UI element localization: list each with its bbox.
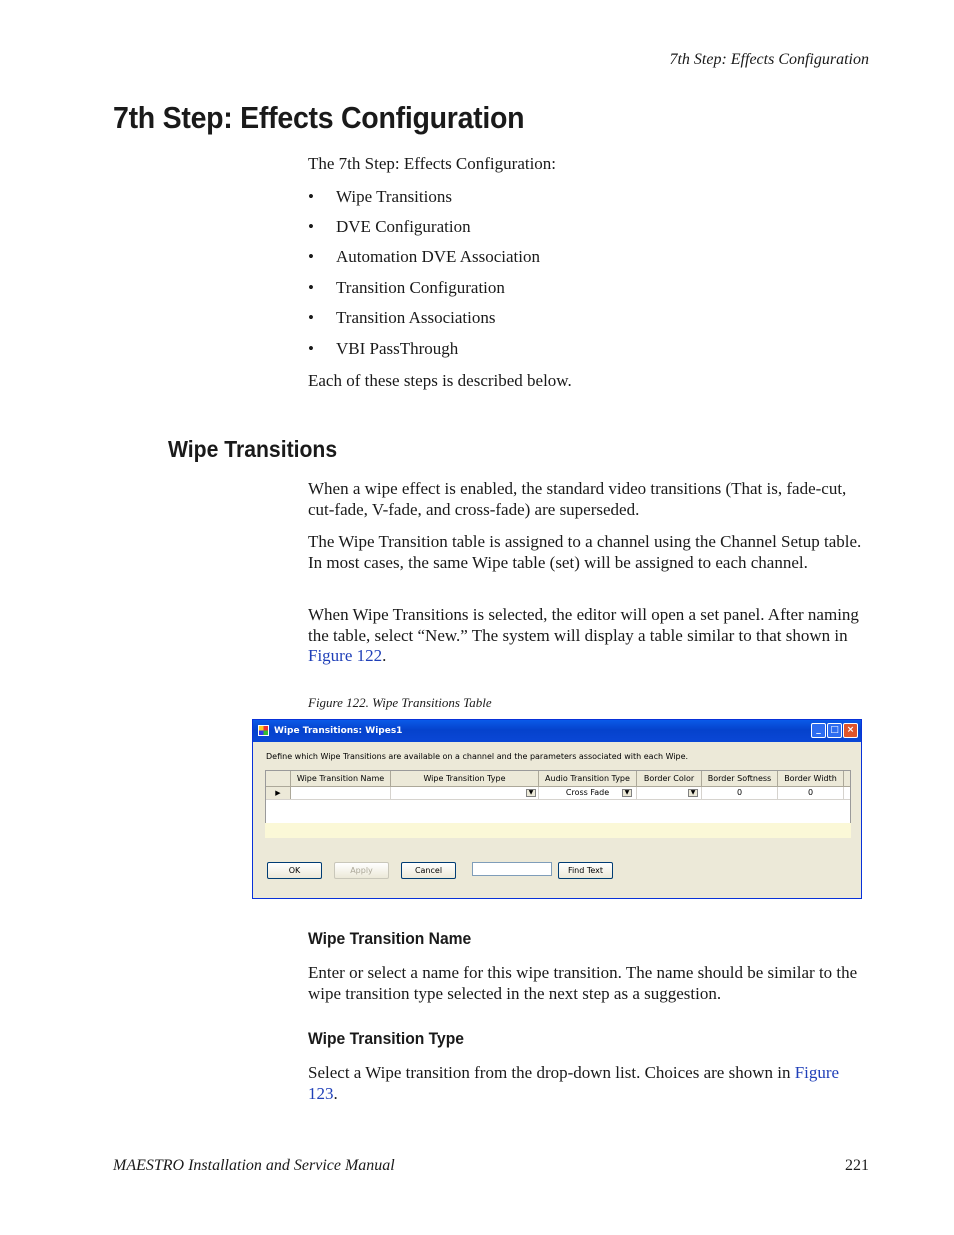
- wipe-transition-name-text: Enter or select a name for this wipe transition. The name should be similar to the wipe transition type selected in the next step as a suggestion.: [308, 963, 858, 1003]
- bullet-symbol: •: [308, 339, 314, 358]
- bullet-label: Automation DVE Association: [336, 247, 540, 266]
- figure-122-link[interactable]: Figure 122: [308, 646, 383, 665]
- bullet-label: Wipe Transitions: [336, 187, 452, 206]
- footer-title: MAESTRO Installation and Service Manual: [113, 1157, 395, 1174]
- bullet-item: [308, 217, 471, 237]
- chevron-down-icon[interactable]: ▼: [622, 789, 632, 797]
- wipe-transition-type-text-body: Select a Wipe transition from the drop-down list. Choices are shown in: [308, 1063, 795, 1082]
- row-divider: [266, 799, 850, 800]
- paragraph-3-text: When Wipe Transitions is selected, the editor will open a set panel. After naming the table, select “New.” The system will display a table similar to that shown in: [308, 605, 859, 645]
- column-header-name[interactable]: Wipe Transition Name: [291, 771, 391, 786]
- window-description: Define which Wipe Transitions are available on a channel and the parameters associated with each Wipe.: [266, 752, 689, 761]
- paragraph-1: When a wipe effect is enabled, the standard video transitions (That is, fade-cut, cut-fade, V-fade, and cross-fade) are superseded.: [308, 479, 847, 519]
- paragraph-2: The Wipe Transition table is assigned to a channel using the Channel Setup table. In most cases, the same Wipe table (set) will be assigned to each channel.: [308, 532, 862, 572]
- row-selector-arrow-icon[interactable]: ▶: [266, 787, 291, 799]
- bullet-item: [308, 278, 505, 298]
- section-heading: Wipe Transitions: [168, 436, 338, 462]
- subheading-wipe-transition-type: Wipe Transition Type: [308, 1029, 464, 1048]
- bullet-symbol: •: [308, 247, 314, 266]
- grid-header: [266, 771, 850, 787]
- bullet-label: DVE Configuration: [336, 217, 471, 236]
- cell-type[interactable]: [391, 787, 539, 799]
- wipe-transitions-window: [252, 719, 862, 899]
- find-text-button[interactable]: Find Text: [558, 862, 613, 879]
- figure-caption: Figure 122. Wipe Transitions Table: [308, 695, 492, 710]
- bullet-symbol: •: [308, 217, 314, 236]
- page-number: 221: [845, 1157, 869, 1174]
- minimize-icon[interactable]: _: [811, 723, 826, 738]
- cancel-button[interactable]: Cancel: [401, 862, 456, 879]
- column-header-border-color[interactable]: Border Color: [637, 771, 702, 786]
- close-icon[interactable]: ×: [843, 723, 858, 738]
- cell-audio[interactable]: [539, 787, 637, 799]
- apply-button[interactable]: Apply: [334, 862, 389, 879]
- ok-button[interactable]: OK: [267, 862, 322, 879]
- column-header-audio[interactable]: Audio Transition Type: [539, 771, 637, 786]
- bullet-symbol: •: [308, 278, 314, 297]
- column-header-border-width[interactable]: Border Width: [778, 771, 844, 786]
- chevron-down-icon[interactable]: ▼: [526, 789, 536, 797]
- bullet-item: [308, 247, 540, 267]
- cell-border-softness[interactable]: 0: [702, 787, 778, 799]
- cell-border-color[interactable]: [637, 787, 702, 799]
- status-bar: [265, 823, 851, 838]
- wipe-transitions-grid: [265, 770, 851, 830]
- column-header-border-softness[interactable]: Border Softness: [702, 771, 778, 786]
- subheading-wipe-transition-name: Wipe Transition Name: [308, 929, 472, 948]
- running-head: 7th Step: Effects Configuration: [669, 51, 869, 68]
- window-title: Wipe Transitions: Wipes1: [274, 726, 403, 736]
- bullet-label: Transition Associations: [336, 308, 496, 327]
- bullet-symbol: •: [308, 187, 314, 206]
- bullet-symbol: •: [308, 308, 314, 327]
- bullet-label: VBI PassThrough: [336, 339, 459, 358]
- app-icon: [258, 725, 269, 736]
- cell-audio-value: Cross Fade: [565, 788, 610, 797]
- wipe-transition-type-text: [308, 1063, 872, 1104]
- paragraph-3: [308, 605, 872, 667]
- bullet-item: [308, 339, 458, 359]
- row-header-corner: [266, 771, 291, 786]
- bullet-label: Transition Configuration: [336, 278, 505, 297]
- wipe-transition-type-text-end: .: [333, 1083, 338, 1103]
- find-text-input[interactable]: [472, 862, 552, 876]
- page-title: 7th Step: Effects Configuration: [113, 100, 525, 135]
- column-header-type[interactable]: Wipe Transition Type: [391, 771, 539, 786]
- cell-border-width[interactable]: 0: [778, 787, 844, 799]
- bullet-item: [308, 308, 495, 328]
- maximize-icon[interactable]: □: [827, 723, 842, 738]
- after-bullets-text: Each of these steps is described below.: [308, 371, 572, 390]
- window-titlebar[interactable]: [253, 720, 861, 742]
- paragraph-3-end: .: [382, 646, 387, 665]
- intro-text: The 7th Step: Effects Configuration:: [308, 154, 557, 173]
- chevron-down-icon[interactable]: ▼: [688, 789, 698, 797]
- bullet-item: [308, 187, 452, 207]
- figure-123-link[interactable]: Figure 123: [308, 1063, 840, 1103]
- cell-name[interactable]: [291, 787, 391, 799]
